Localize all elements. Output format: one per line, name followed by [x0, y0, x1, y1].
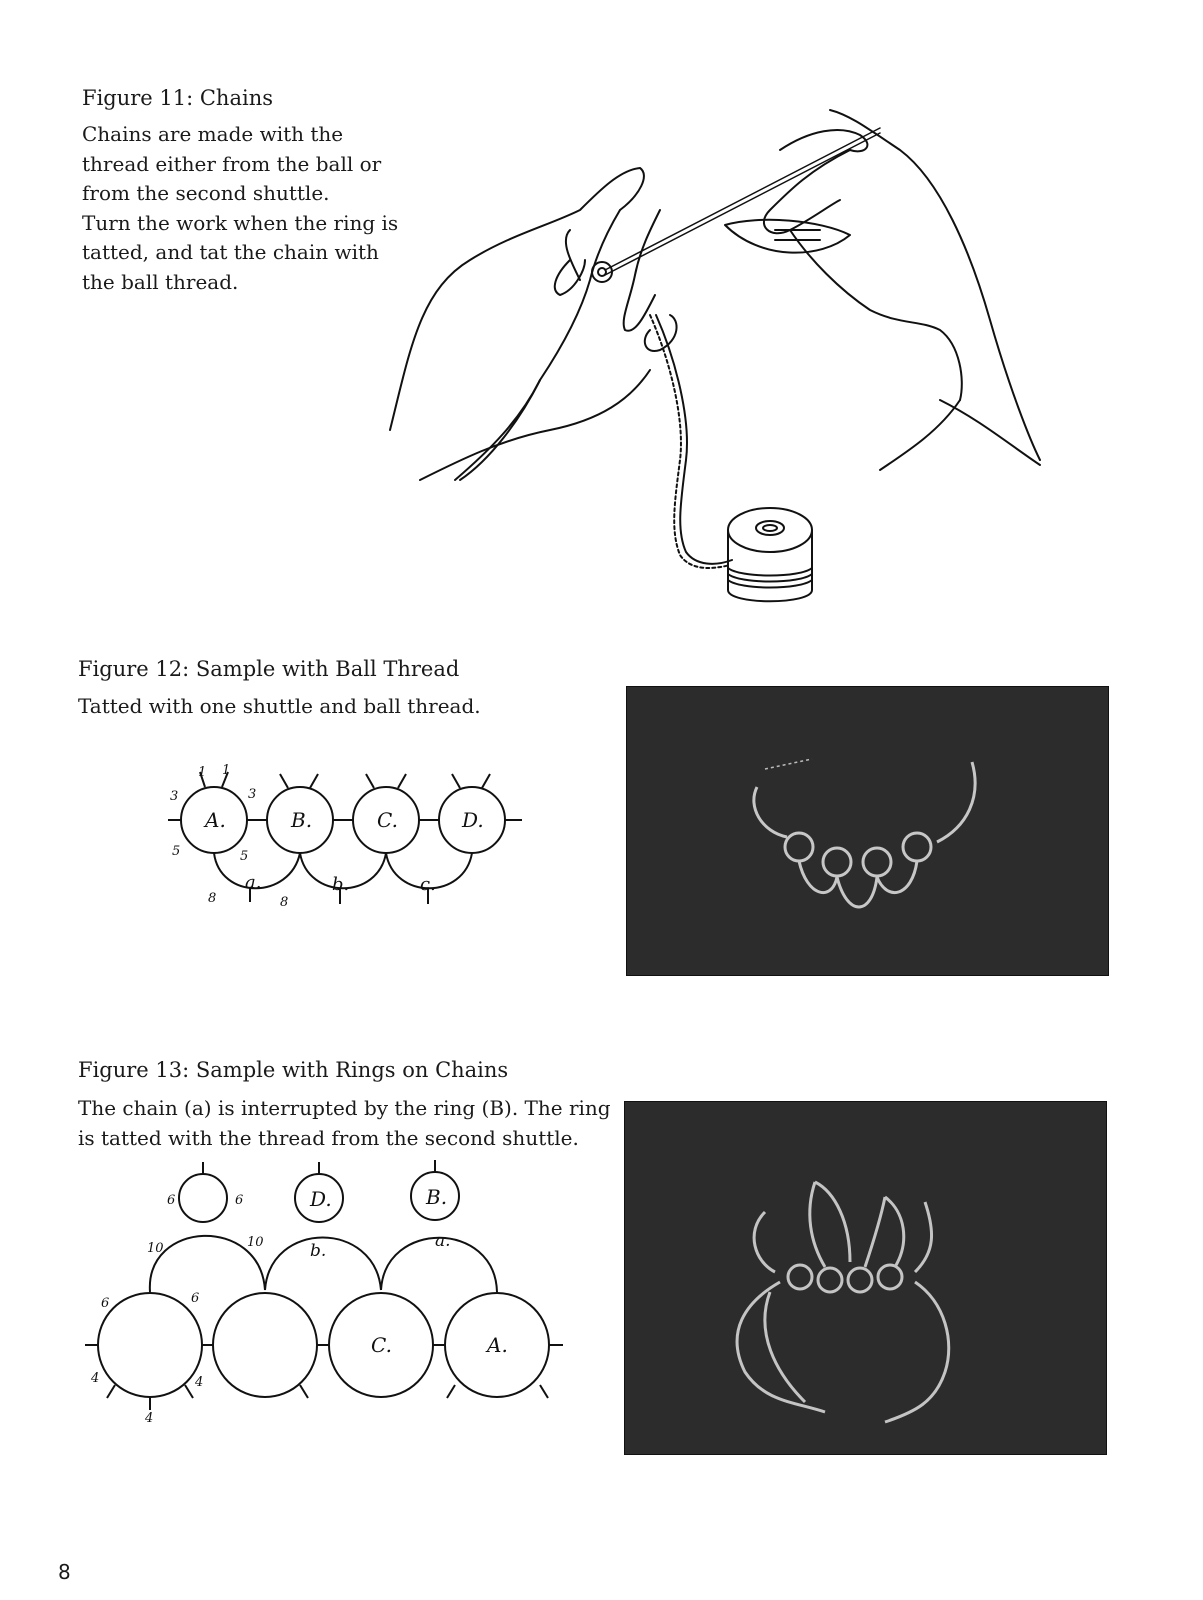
count-label: 10	[147, 1241, 164, 1256]
text-line: Turn the work when the ring is	[82, 210, 399, 235]
count-label: 6	[101, 1296, 110, 1311]
diagram-label-ring-b: B.	[291, 808, 313, 832]
count-label: 6	[167, 1193, 176, 1208]
figure-12-text	[78, 692, 481, 722]
diagram-label-chain-a: a.	[245, 872, 262, 893]
diagram-label-ring-d: D.	[462, 808, 484, 832]
hands-tatting-illustration	[380, 100, 1100, 620]
figure-11-text	[82, 120, 398, 297]
diagram-label-ring-d: D.	[310, 1187, 332, 1211]
figure-12-title: Figure 12: Sample with Ball Thread	[78, 657, 460, 681]
text-line: thread either from the ball or	[82, 151, 382, 176]
text-line: is tatted with the thread from the second shuttle.	[78, 1125, 579, 1150]
figure-13-photo	[624, 1101, 1107, 1455]
text-line: The chain (a) is interrupted by the ring (B). The ring	[78, 1096, 611, 1120]
diagram-label-ring-c: C.	[377, 808, 398, 832]
diagram-label-ring-a: A.	[205, 808, 226, 832]
count-label: 1	[222, 763, 231, 778]
diagram-label-ring-b: B.	[426, 1185, 448, 1209]
text-line: tatted, and tat the chain with	[82, 240, 379, 264]
count-label: 5	[172, 844, 181, 859]
figure-12-photo	[626, 686, 1109, 976]
count-label: 3	[248, 787, 257, 802]
text-line: from the second shuttle.	[82, 181, 330, 205]
diagram-label-ring-c: C.	[371, 1333, 392, 1357]
count-label: 6	[191, 1291, 200, 1306]
lace-sample-photo	[627, 687, 1108, 975]
diagram-label-chain-b: b.	[310, 1241, 327, 1261]
diagram-label-chain-a: a.	[435, 1231, 451, 1251]
figure-13-title: Figure 13: Sample with Rings on Chains	[78, 1058, 509, 1082]
count-label: 1	[198, 765, 207, 780]
count-label: 8	[280, 895, 289, 910]
diagram-label-ring-a: A.	[487, 1333, 508, 1357]
count-label: 4	[195, 1375, 204, 1390]
text-line: Tatted with one shuttle and ball thread.	[78, 694, 481, 718]
figure-13-text	[78, 1094, 611, 1153]
page-number: 8	[58, 1560, 71, 1584]
figure-11-title: Figure 11: Chains	[82, 86, 273, 110]
count-label: 4	[145, 1411, 154, 1426]
text-line: Chains are made with the	[82, 122, 344, 146]
diagram-label-chain-b: b.	[332, 874, 350, 895]
count-label: 10	[247, 1235, 264, 1250]
count-label: 5	[240, 849, 249, 864]
diagram-label-chain-c: c.	[420, 874, 436, 895]
figure-13-diagram	[85, 1160, 575, 1426]
text-line: the ball thread.	[82, 269, 239, 294]
count-label: 4	[91, 1371, 100, 1386]
lace-sample-photo	[625, 1102, 1106, 1454]
figure-12-diagram	[160, 760, 540, 920]
count-label: 3	[170, 789, 179, 804]
count-label: 8	[208, 891, 217, 906]
count-label: 6	[235, 1193, 244, 1208]
